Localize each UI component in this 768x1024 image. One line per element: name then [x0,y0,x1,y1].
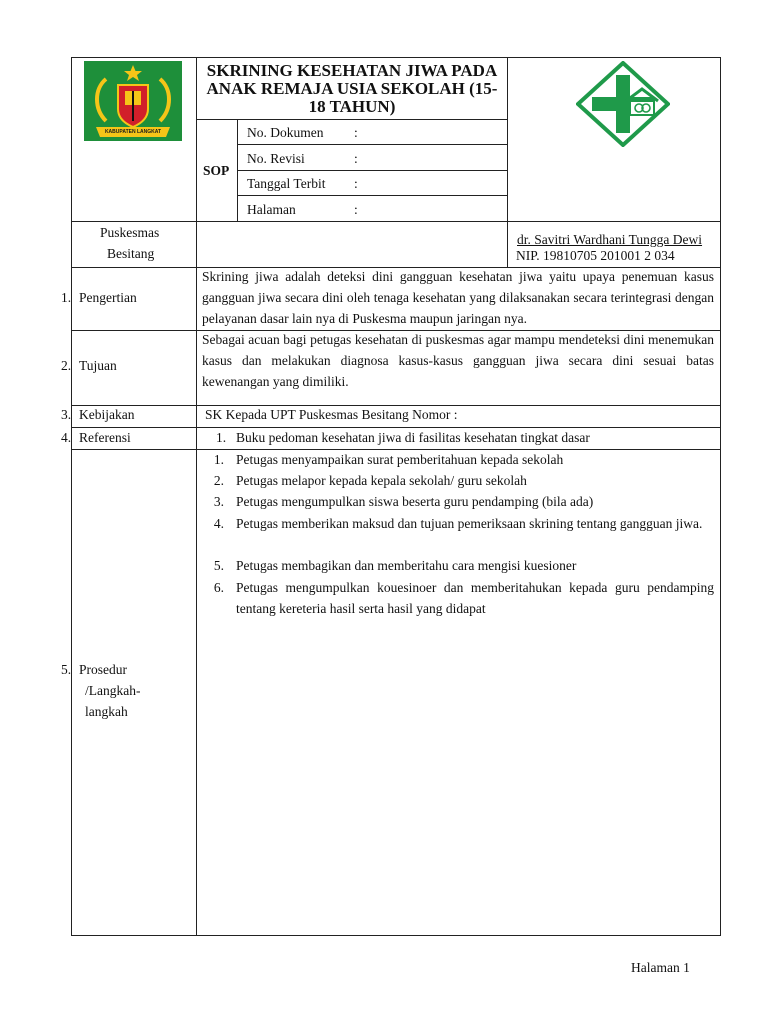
field-no-revisi-label: No. Revisi [247,151,305,166]
procedure-step-number: 3. [213,494,224,509]
procedure-step-number: 4. [213,516,224,531]
section-number: 1. [61,290,72,305]
procedure-step [204,577,714,619]
pengertian-text: Skrining jiwa adalah deteksi dini gangguan kesehatan jiwa yaitu upaya penemuan kasus gangguan jiwa secara dini oleh tenaga kesehatan yang dilaksanakan secara terintegrasi dengan pelayanan dasar lain nya di Puskesma maupun jaringan nya. [202,269,714,326]
section-label-prosedur-line3: langkah [85,704,128,719]
procedure-step [204,491,714,512]
procedure-step [204,513,714,555]
kabupaten-langkat-logo [84,61,182,141]
field-halaman-label: Halaman [247,202,296,217]
signatory-name: dr. Savitri Wardhani Tungga Dewi [517,232,703,247]
procedure-step-text: Petugas membagikan dan memberitahu cara mengisi kuesioner [236,558,577,573]
section-number: 4. [61,430,72,445]
procedure-step-text: Petugas memberikan maksud dan tujuan pemeriksaan skrining tentang gangguan jiwa. [236,516,703,531]
procedure-step [204,470,714,491]
procedure-step [204,449,714,470]
tujuan-text: Sebagai acuan bagi petugas kesehatan di puskesmas agar mampu mendeteksi dini menemukan kasus dan melakukan diagnosa kasus-kasus gangguan jiwa secara dini sesuai batas kewenangan yang dimiliki. [202,332,714,389]
field-no-dokumen-colon: : [354,125,358,140]
section-number: 3. [61,407,72,422]
procedure-step-text: Petugas menyampaikan surat pemberitahuan kepada sekolah [236,452,564,467]
health-cross-icon [576,61,670,147]
section-label-tujuan: Tujuan [79,358,117,373]
field-tanggal-terbit-label: Tanggal Terbit [247,176,326,191]
referensi-item-text: Buku pedoman kesehatan jiwa di fasilitas kesehatan tingkat dasar [236,430,590,445]
referensi-item-number: 1. [216,430,227,445]
procedure-step-number: 2. [213,473,224,488]
logo-ribbon-text: KABUPATEN LANGKAT [104,129,162,135]
section-label-prosedur: Prosedur [79,662,127,677]
procedure-step-number: 5. [213,558,224,573]
sop-label: SOP [203,163,230,178]
procedure-step [204,555,714,576]
section-number: 2. [61,358,72,373]
kebijakan-text: SK Kepada UPT Puskesmas Besitang Nomor : [205,407,458,422]
field-halaman-colon: : [354,202,358,217]
signatory-nip: NIP. 19810705 201001 2 034 [516,248,675,263]
procedure-step-number: 1. [213,452,224,467]
org-name-line1: Puskesmas [100,225,160,240]
section-label-referensi: Referensi [79,430,131,445]
section-label-kebijakan: Kebijakan [79,407,135,422]
document-title: SKRINING KESEHATAN JIWA PADA ANAK REMAJA USIA SEKOLAH (15-18 TAHUN) [206,61,498,116]
field-no-dokumen-label: No. Dokumen [247,125,324,140]
section-label-pengertian: Pengertian [79,290,137,305]
org-name-line2: Besitang [107,246,155,261]
section-label-prosedur-line2: /Langkah- [85,683,141,698]
puskesmas-logo [576,61,670,147]
procedure-step-text: Petugas melapor kepada kepala sekolah/ guru sekolah [236,473,527,488]
section-number: 5. [61,662,72,677]
page-number: Halaman 1 [631,960,690,975]
procedure-step-text: Petugas mengumpulkan siswa beserta guru pendamping (bila ada) [236,494,594,509]
field-tanggal-terbit-colon: : [354,176,358,191]
procedure-step-text: Petugas mengumpulkan kouesinoer dan memberitahukan kepada guru pendamping tentang kereteria hasil serta hasil yang didapat [236,580,714,616]
procedure-step-number: 6. [213,580,224,595]
field-no-revisi-colon: : [354,151,358,166]
